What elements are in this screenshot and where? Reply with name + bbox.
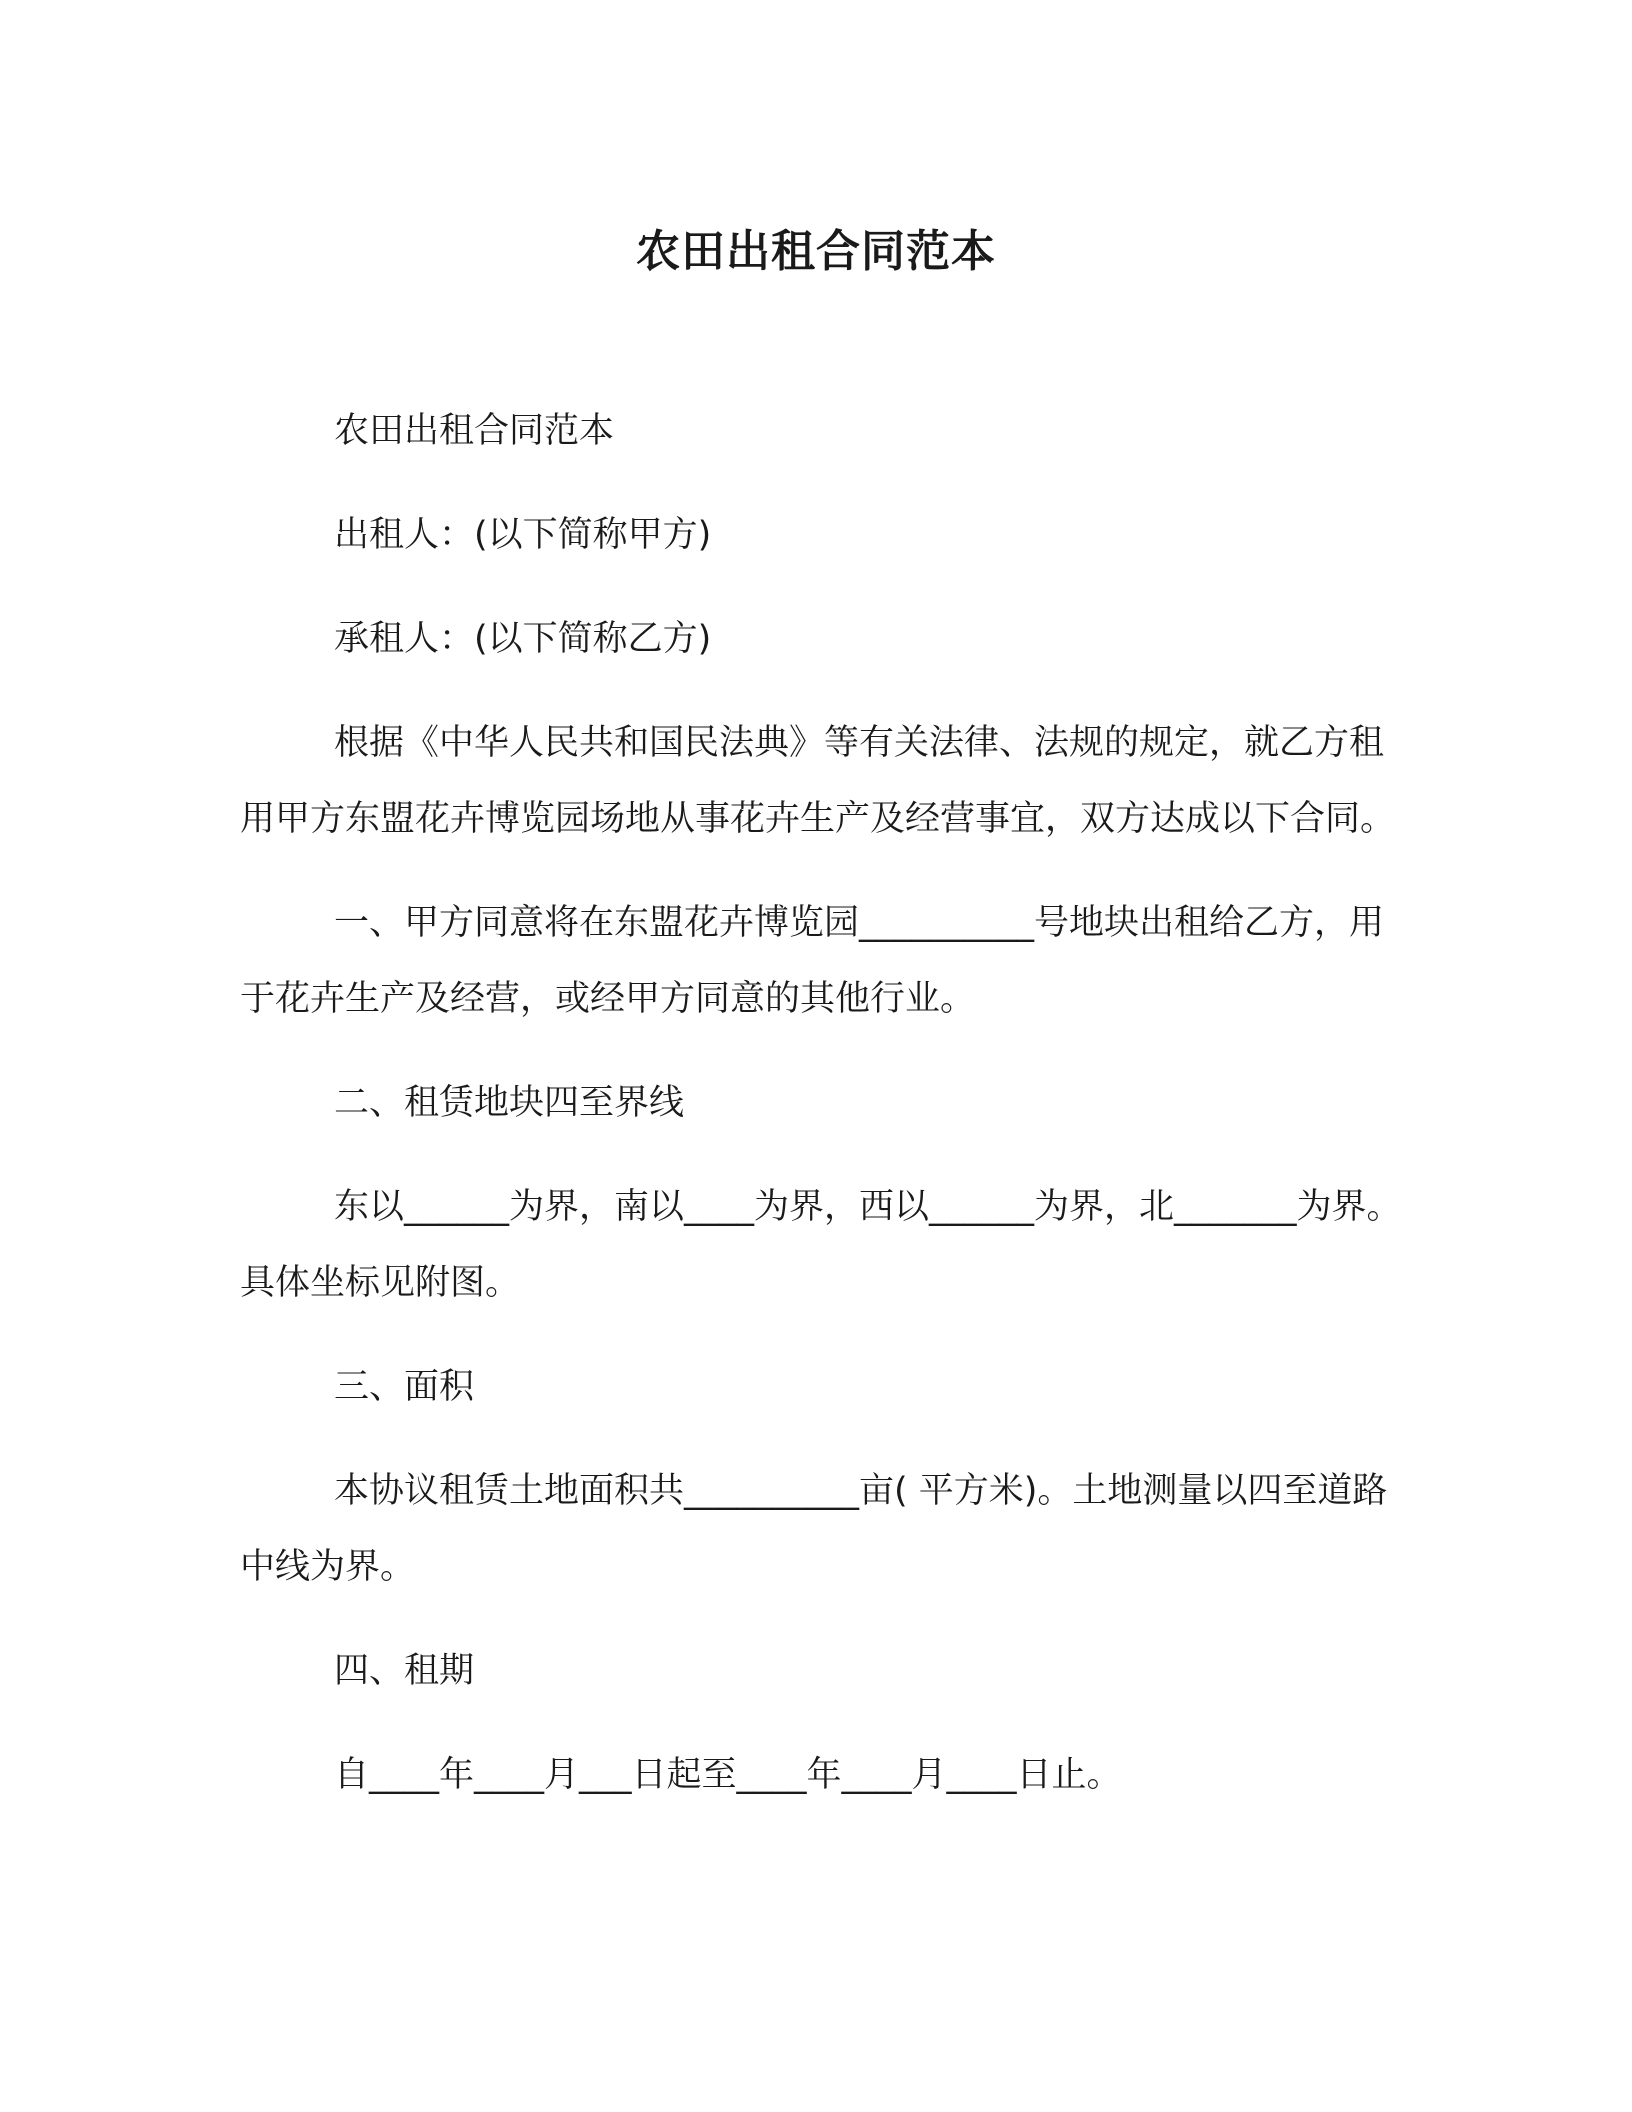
paragraph-boundaries: 东以______为界，南以____为界，西以______为界，北_______为界。具体坐标见附图。 — [240, 1187, 1402, 1303]
paragraph-lessor: 出租人：(以下简称甲方) — [334, 515, 712, 555]
paragraph-clause-4-heading: 四、租期 — [334, 1651, 475, 1691]
paragraph-clause-3-heading: 三、面积 — [334, 1367, 475, 1407]
paragraph-term: 自____年____月___日起至____年____月____日止。 — [334, 1755, 1122, 1795]
paragraph-preamble: 根据《中华人民共和国民法典》等有关法律、法规的规定，就乙方租用甲方东盟花卉博览园场地从事花卉生产及经营事宜，双方达成以下合同。 — [240, 723, 1396, 839]
paragraph-lessee: 承租人：(以下简称乙方) — [334, 619, 712, 659]
paragraph-clause-1: 一、甲方同意将在东盟花卉博览园__________号地块出租给乙方，用于花卉生产及经营，或经甲方同意的其他行业。 — [240, 903, 1385, 1019]
paragraph-area: 本协议租赁土地面积共__________亩( 平方米)。土地测量以四至道路中线为界。 — [240, 1471, 1388, 1587]
paragraph-heading: 农田出租合同范本 — [334, 411, 615, 451]
paragraph-clause-2-heading: 二、租赁地块四至界线 — [334, 1083, 685, 1123]
document-title: 农田出租合同范本 — [636, 226, 996, 277]
document-body — [240, 393, 1410, 1813]
